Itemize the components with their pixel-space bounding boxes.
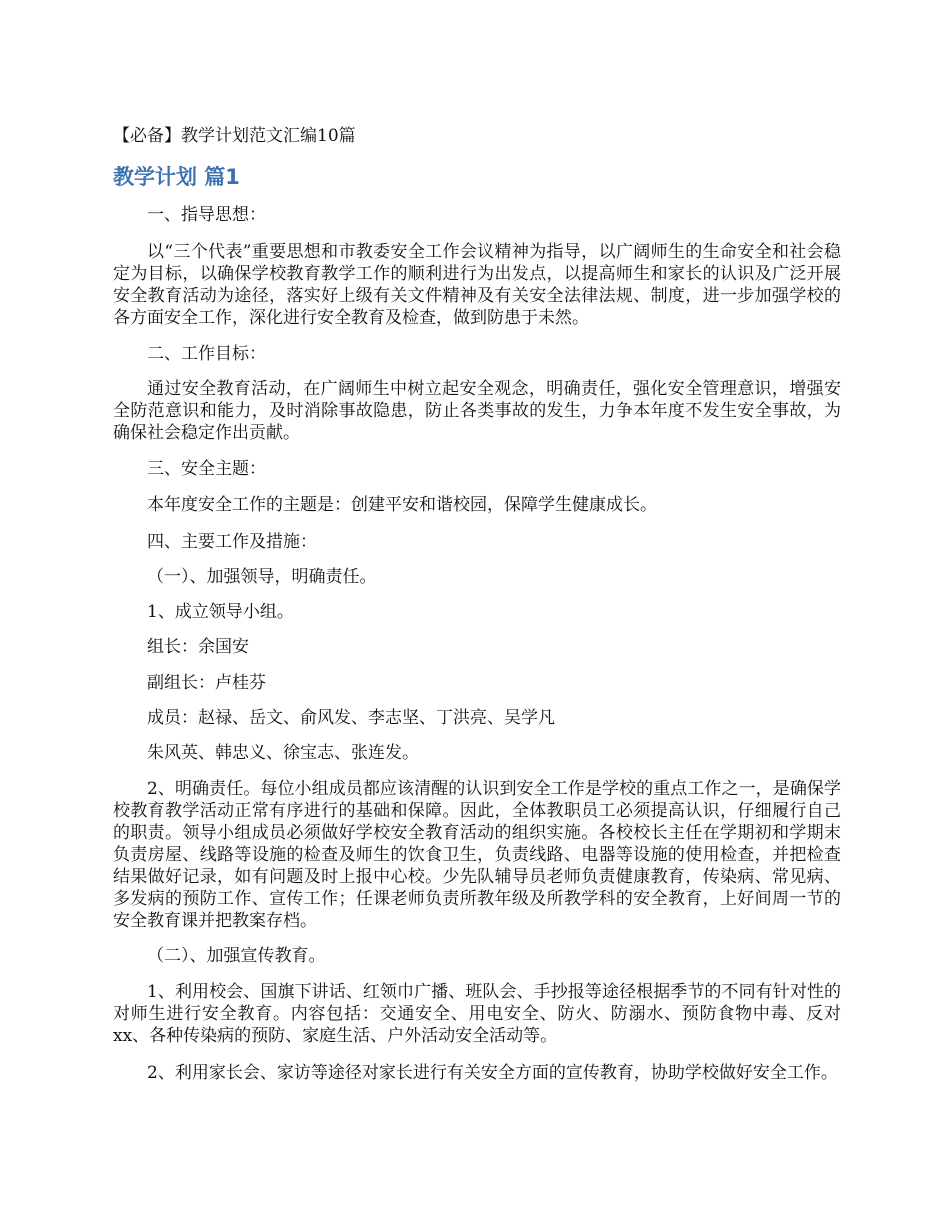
paragraph: 2、明确责任。每位小组成员都应该清醒的认识到安全工作是学校的重点工作之一，是确保学校教育教学活动正常有序进行的基础和保障。因此，全体教职员工必须提高认识，仔细履行自己的职责。领导小组成员必须做好学校安全教育活动的组织实施。各校校长主任在学期初和学期末负责房屋、线路等设施的检查及师生的饮食卫生，负责线路、电器等设施的使用检查，并把检查结果做好记录，如有问题及时上报中心校。少先队辅导员老师负责健康教育，传染病、常见病、多发病的预防工作、宣传工作；任课老师负责所教年级及所教学科的安全教育，上好间周一节的安全教育课并把教案存档。 [113,779,841,931]
paragraph: 组长：余国安 [147,637,249,657]
paragraph: （二）、加强宣传教育。 [147,946,326,966]
paragraph: 2、利用家长会、家访等途径对家长进行有关安全方面的宣传教育，协助学校做好安全工作。 [147,1063,838,1083]
document-title: 【必备】教学计划范文汇编10篇 [113,126,356,146]
paragraph: （一）、加强领导，明确责任。 [147,567,377,587]
paragraph: 二、工作目标： [147,344,266,364]
paragraph: 本年度安全工作的主题是：创建平安和谐校园，保障学生健康成长。 [147,495,657,515]
paragraph: 通过安全教育活动，在广阔师生中树立起安全观念，明确责任，强化安全管理意识，增强安全防范意识和能力，及时消除事故隐患，防止各类事故的发生，力争本年度不发生安全事故，为确保社会稳定作出贡献。 [113,379,841,443]
paragraph: 1、利用校会、国旗下讲话、红领巾广播、班队会、手抄报等途径根据季节的不同有针对性的对师生进行安全教育。内容包括：交通安全、用电安全、防火、防溺水、预防食物中毒、反对xx、各种传染病的预防、家庭生活、户外活动安全活动等。 [113,982,841,1046]
paragraph: 三、安全主题： [147,459,266,479]
paragraph: 成员：赵禄、岳文、俞风发、李志坚、丁洪亮、吴学凡 [147,708,555,728]
paragraph: 1、成立领导小组。 [147,602,294,622]
paragraph: 四、主要工作及措施： [147,532,317,552]
paragraph: 副组长：卢桂芬 [147,673,266,693]
paragraph: 一、指导思想： [147,205,266,225]
paragraph: 朱风英、韩忠义、徐宝志、张连发。 [147,743,419,763]
paragraph: 以“三个代表”重要思想和市教委安全工作会议精神为指导，以广阔师生的生命安全和社会稳定为目标，以确保学校教育教学工作的顺利进行为出发点，以提高师生和家长的认识及广泛开展安全教育活动为途径，落实好上级有关文件精神及有关安全法律法规、制度，进一步加强学校的各方面安全工作，深化进行安全教育及检查，做到防患于未然。 [113,242,841,328]
section-heading: 教学计划 篇1 [113,165,240,189]
